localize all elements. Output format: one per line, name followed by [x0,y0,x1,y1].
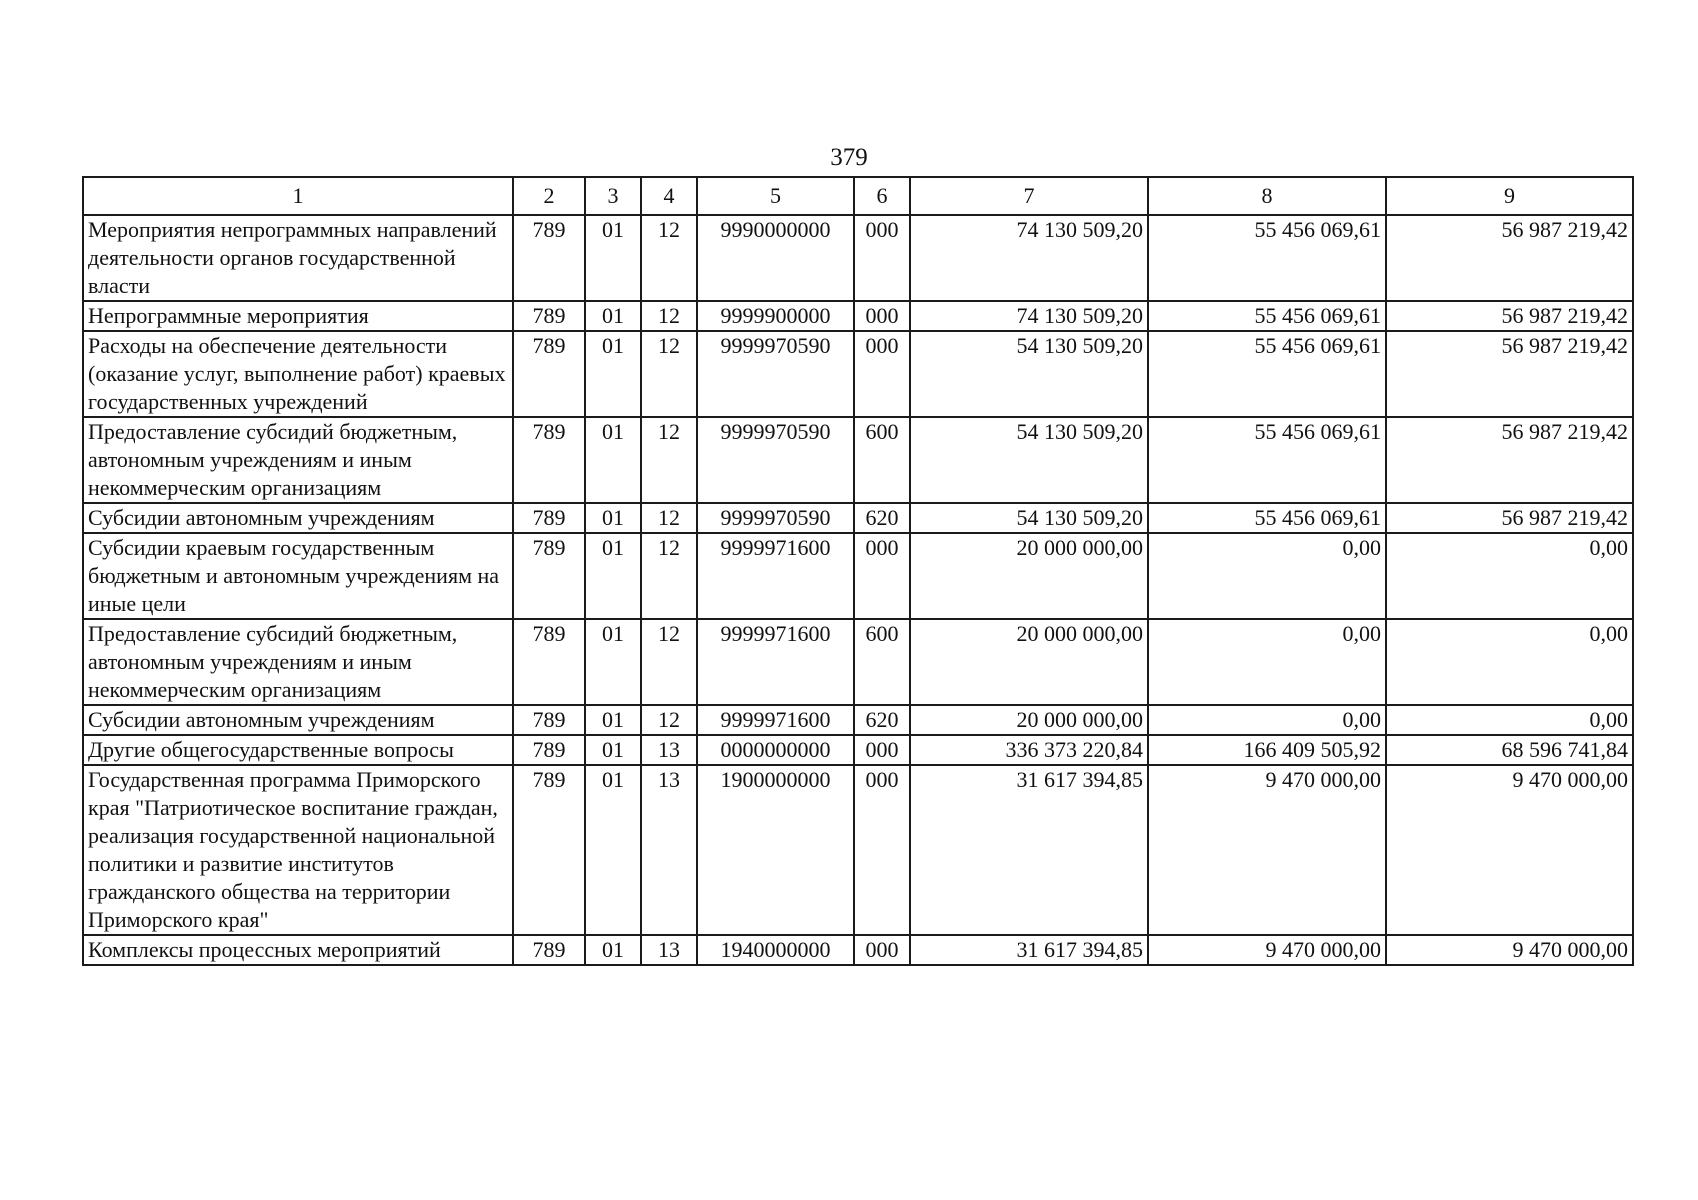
column-header-3: 3 [585,177,641,215]
amount-col9-cell: 0,00 [1386,705,1633,735]
row-name-cell: Субсидии автономным учреждениям [83,705,513,735]
section-code-cell: 01 [585,533,641,619]
page-number: 379 [830,144,868,171]
amount-col7-cell: 54 130 509,20 [910,331,1148,417]
target-item-code-cell: 1940000000 [697,935,854,965]
amount-col8-cell: 9 470 000,00 [1148,765,1386,935]
subsection-code-cell: 12 [641,215,697,301]
target-item-code-cell: 9999970590 [697,417,854,503]
subsection-code-cell: 12 [641,619,697,705]
amount-col9-cell: 0,00 [1386,533,1633,619]
amount-col9-cell: 56 987 219,42 [1386,417,1633,503]
subsection-code-cell: 12 [641,705,697,735]
expense-type-code-cell: 000 [854,533,910,619]
subsection-code-cell: 12 [641,301,697,331]
target-item-code-cell: 9999971600 [697,619,854,705]
grbs-code-cell: 789 [513,503,585,533]
subsection-code-cell: 12 [641,533,697,619]
amount-col7-cell: 74 130 509,20 [910,215,1148,301]
amount-col7-cell: 20 000 000,00 [910,705,1148,735]
section-code-cell: 01 [585,215,641,301]
amount-col7-cell: 74 130 509,20 [910,301,1148,331]
row-name-cell: Непрограммные мероприятия [83,301,513,331]
amount-col7-cell: 20 000 000,00 [910,533,1148,619]
target-item-code-cell: 0000000000 [697,735,854,765]
amount-col9-cell: 56 987 219,42 [1386,215,1633,301]
amount-col9-cell: 0,00 [1386,619,1633,705]
grbs-code-cell: 789 [513,417,585,503]
expense-type-code-cell: 000 [854,331,910,417]
subsection-code-cell: 13 [641,735,697,765]
section-code-cell: 01 [585,417,641,503]
table-row [83,735,1633,765]
grbs-code-cell: 789 [513,619,585,705]
grbs-code-cell: 789 [513,533,585,619]
subsection-code-cell: 12 [641,331,697,417]
grbs-code-cell: 789 [513,935,585,965]
row-name-cell: Предоставление субсидий бюджетным, автономным учреждениям и иным некоммерческим организациям [83,619,513,705]
column-header-8: 8 [1148,177,1386,215]
expense-type-code-cell: 000 [854,935,910,965]
grbs-code-cell: 789 [513,735,585,765]
table-row [83,215,1633,301]
subsection-code-cell: 12 [641,417,697,503]
expense-type-code-cell: 000 [854,301,910,331]
subsection-code-cell: 12 [641,503,697,533]
column-header-6: 6 [854,177,910,215]
amount-col7-cell: 54 130 509,20 [910,417,1148,503]
amount-col7-cell: 31 617 394,85 [910,765,1148,935]
amount-col8-cell: 0,00 [1148,619,1386,705]
amount-col8-cell: 9 470 000,00 [1148,935,1386,965]
target-item-code-cell: 9999970590 [697,331,854,417]
amount-col8-cell: 0,00 [1148,533,1386,619]
section-code-cell: 01 [585,735,641,765]
expense-type-code-cell: 600 [854,417,910,503]
amount-col9-cell: 56 987 219,42 [1386,301,1633,331]
subsection-code-cell: 13 [641,765,697,935]
table-row [83,331,1633,417]
amount-col7-cell: 31 617 394,85 [910,935,1148,965]
section-code-cell: 01 [585,765,641,935]
row-name-cell: Комплексы процессных мероприятий [83,935,513,965]
row-name-cell: Субсидии автономным учреждениям [83,503,513,533]
section-code-cell: 01 [585,935,641,965]
grbs-code-cell: 789 [513,765,585,935]
target-item-code-cell: 1900000000 [697,765,854,935]
expense-type-code-cell: 620 [854,503,910,533]
expense-type-code-cell: 600 [854,619,910,705]
grbs-code-cell: 789 [513,705,585,735]
row-name-cell: Государственная программа Приморского края "Патриотическое воспитание граждан, реализация государственной национальной политики и развитие институтов гражданского общества на территории Приморского края" [83,765,513,935]
column-header-5: 5 [697,177,854,215]
target-item-code-cell: 9999970590 [697,503,854,533]
table-header-row [83,177,1633,215]
section-code-cell: 01 [585,331,641,417]
target-item-code-cell: 9999971600 [697,533,854,619]
column-header-4: 4 [641,177,697,215]
amount-col9-cell: 9 470 000,00 [1386,935,1633,965]
grbs-code-cell: 789 [513,301,585,331]
amount-col8-cell: 55 456 069,61 [1148,417,1386,503]
column-header-2: 2 [513,177,585,215]
amount-col9-cell: 9 470 000,00 [1386,765,1633,935]
grbs-code-cell: 789 [513,331,585,417]
table-row [83,301,1633,331]
section-code-cell: 01 [585,301,641,331]
grbs-code-cell: 789 [513,215,585,301]
amount-col8-cell: 55 456 069,61 [1148,503,1386,533]
amount-col8-cell: 55 456 069,61 [1148,301,1386,331]
amount-col7-cell: 336 373 220,84 [910,735,1148,765]
expense-type-code-cell: 620 [854,705,910,735]
column-header-1: 1 [83,177,513,215]
section-code-cell: 01 [585,503,641,533]
target-item-code-cell: 9990000000 [697,215,854,301]
amount-col8-cell: 55 456 069,61 [1148,331,1386,417]
subsection-code-cell: 13 [641,935,697,965]
amount-col7-cell: 54 130 509,20 [910,503,1148,533]
table-row [83,503,1633,533]
table-row [83,533,1633,619]
table-row [83,765,1633,935]
table-row [83,417,1633,503]
section-code-cell: 01 [585,619,641,705]
row-name-cell: Предоставление субсидий бюджетным, автономным учреждениям и иным некоммерческим организациям [83,417,513,503]
amount-col9-cell: 56 987 219,42 [1386,331,1633,417]
table-row [83,705,1633,735]
table-row [83,619,1633,705]
row-name-cell: Субсидии краевым государственным бюджетным и автономным учреждениям на иные цели [83,533,513,619]
row-name-cell: Мероприятия непрограммных направлений деятельности органов государственной власти [83,215,513,301]
expense-type-code-cell: 000 [854,735,910,765]
section-code-cell: 01 [585,705,641,735]
column-header-9: 9 [1386,177,1633,215]
row-name-cell: Другие общегосударственные вопросы [83,735,513,765]
column-header-7: 7 [910,177,1148,215]
target-item-code-cell: 9999900000 [697,301,854,331]
expense-type-code-cell: 000 [854,765,910,935]
table-row [83,935,1633,965]
amount-col9-cell: 56 987 219,42 [1386,503,1633,533]
amount-col8-cell: 166 409 505,92 [1148,735,1386,765]
target-item-code-cell: 9999971600 [697,705,854,735]
row-name-cell: Расходы на обеспечение деятельности (оказание услуг, выполнение работ) краевых государственных учреждений [83,331,513,417]
amount-col8-cell: 0,00 [1148,705,1386,735]
amount-col7-cell: 20 000 000,00 [910,619,1148,705]
amount-col8-cell: 55 456 069,61 [1148,215,1386,301]
amount-col9-cell: 68 596 741,84 [1386,735,1633,765]
budget-table [82,176,1634,966]
expense-type-code-cell: 000 [854,215,910,301]
